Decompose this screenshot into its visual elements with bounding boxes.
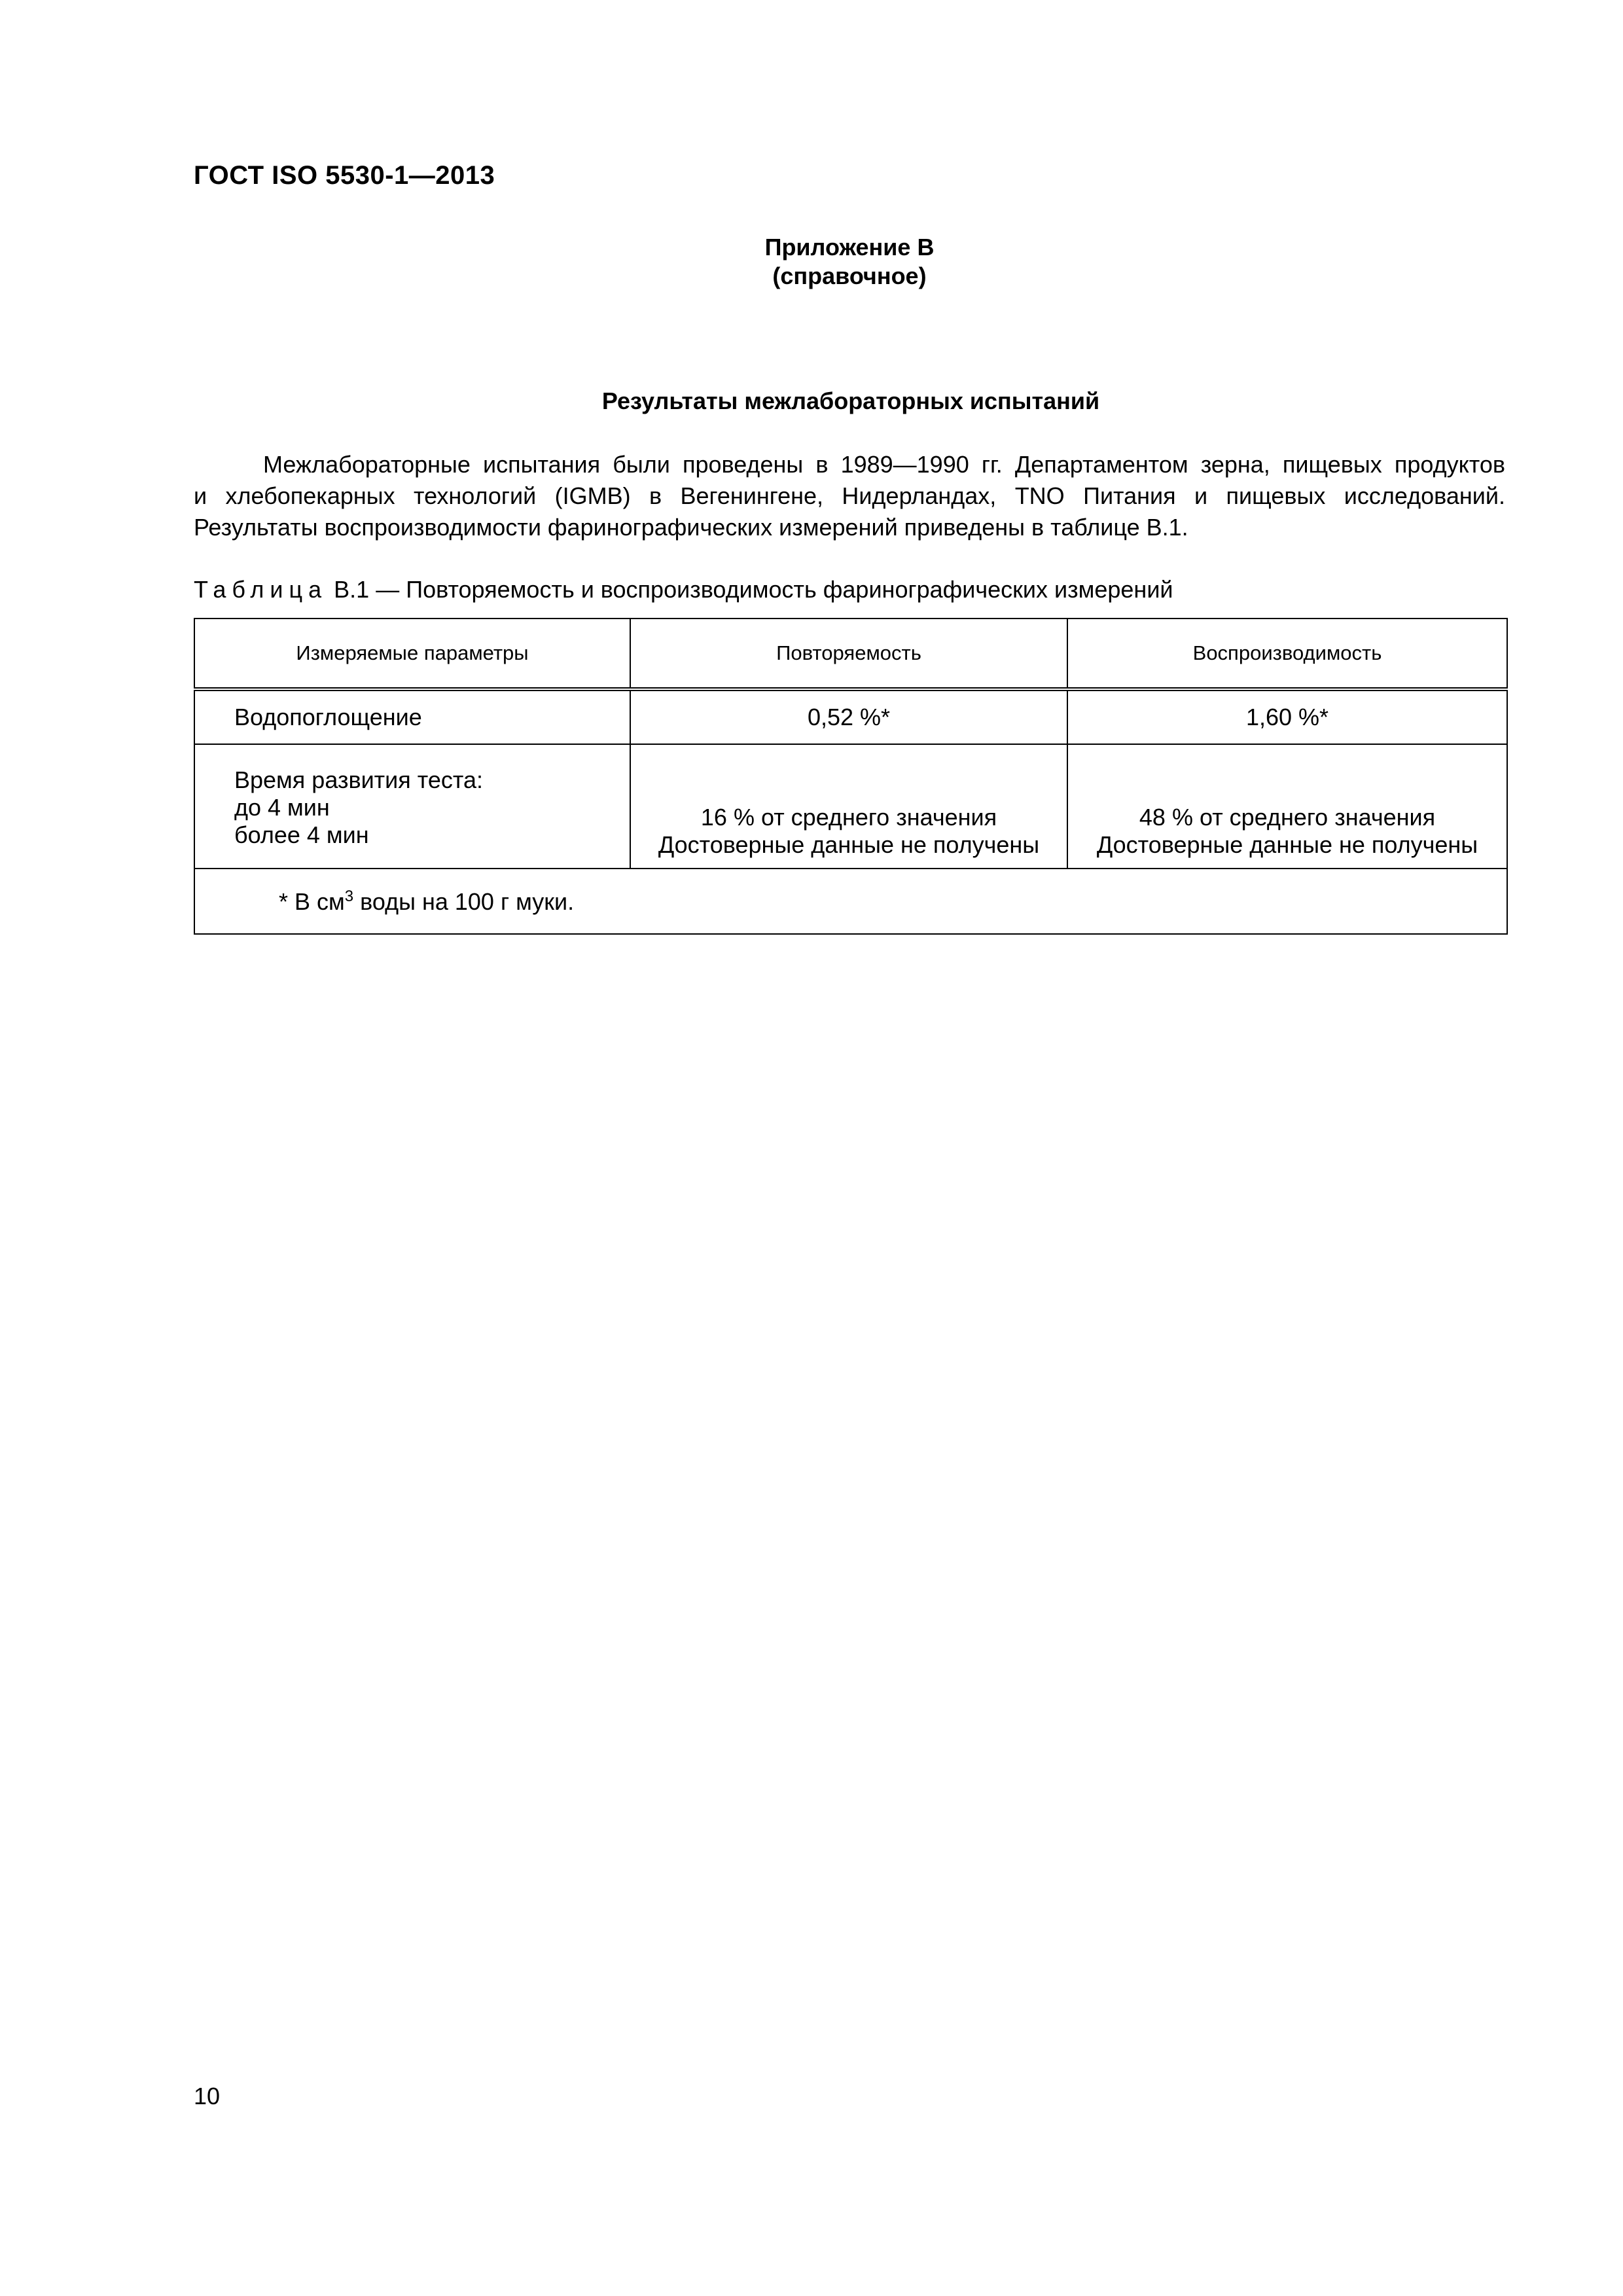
table-header-row	[194, 619, 1507, 689]
cell-line: Достоверные данные не получены	[1096, 831, 1478, 858]
cell-line: Достоверные данные не получены	[658, 831, 1040, 858]
cell-parameter: Водопоглощение	[194, 689, 630, 744]
paragraph-line: и хлебопекарных технологий (IGMB) в Вегенингене, Нидерландах, TNO Питания и пищевых исследований.	[194, 482, 1506, 509]
table-caption-label: Таблица	[194, 576, 328, 603]
table-footnote-row	[194, 869, 1507, 934]
footnote-prefix: * В см	[279, 888, 345, 915]
appendix-kind: (справочное)	[772, 262, 927, 289]
column-header-repeatability: Повторяемость	[630, 619, 1067, 689]
cell-line: 48 % от среднего значения	[1139, 804, 1436, 831]
cell-repeatability	[630, 744, 1067, 869]
appendix-title: Приложение В	[764, 234, 935, 260]
column-header-reproducibility: Воспроизводимость	[1067, 619, 1507, 689]
cell-repeatability: 0,52 %*	[630, 689, 1067, 744]
table-row	[194, 689, 1507, 744]
document-code: ГОСТ ISO 5530-1—2013	[194, 161, 495, 190]
table-footnote	[194, 869, 1507, 934]
cell-line: более 4 мин	[234, 821, 369, 848]
page-number: 10	[194, 2083, 221, 2109]
cell-reproducibility	[1067, 744, 1507, 869]
table-caption	[194, 576, 1173, 603]
table-caption-text: В.1 — Повторяемость и воспроизводимость фаринографических измерений	[334, 576, 1173, 603]
paragraph-line: Межлабораторные испытания были проведены в 1989—1990 гг. Департаментом зерна, пищевых продуктов	[263, 451, 1505, 478]
cell-line: до 4 мин	[234, 794, 330, 821]
footnote-superscript: 3	[344, 887, 354, 905]
cell-parameter	[194, 744, 630, 869]
footnote-suffix: воды на 100 г муки.	[353, 888, 575, 915]
table-row	[194, 744, 1507, 869]
results-table	[194, 618, 1508, 935]
intro-paragraph	[194, 449, 1505, 543]
cell-line: 16 % от среднего значения	[700, 804, 997, 831]
cell-line: Время развития теста:	[234, 766, 483, 793]
column-header-parameters: Измеряемые параметры	[194, 619, 630, 689]
paragraph-line: Результаты воспроизводимости фаринографических измерений приведены в таблице В.1.	[194, 514, 1188, 541]
cell-reproducibility: 1,60 %*	[1067, 689, 1507, 744]
section-title: Результаты межлабораторных испытаний	[601, 387, 1100, 414]
